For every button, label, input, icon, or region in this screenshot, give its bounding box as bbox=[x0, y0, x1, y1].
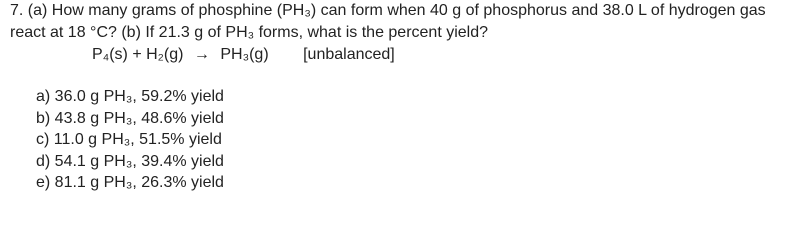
option-c: c) 11.0 g PH₃, 51.5% yield bbox=[36, 131, 222, 148]
plus-sign: + bbox=[132, 46, 142, 63]
option-a: a) 36.0 g PH₃, 59.2% yield bbox=[36, 88, 224, 105]
option-e: e) 81.1 g PH₃, 26.3% yield bbox=[36, 174, 224, 191]
product-phosphine: PH₃(g) bbox=[220, 46, 269, 63]
unbalanced-note: [unbalanced] bbox=[303, 46, 395, 63]
option-d: d) 54.1 g PH₃, 39.4% yield bbox=[36, 152, 224, 170]
question-line-1: 7. (a) How many grams of phosphine (PH₃) can form when 40 g of phosphorus and 38.0 L of hydrogen gas bbox=[10, 2, 766, 19]
reactant-hydrogen: H₂(g) bbox=[146, 46, 184, 63]
question-line-2: react at 18 °C? (b) If 21.3 g of PH₃ forms, what is the percent yield? bbox=[10, 24, 489, 41]
reactant-phosphorus: P₄(s) bbox=[92, 46, 128, 63]
reaction-arrow: → bbox=[193, 46, 210, 63]
question-text bbox=[10, 0, 810, 44]
option-b: b) 43.8 g PH₃, 48.6% yield bbox=[36, 109, 224, 127]
answer-options bbox=[36, 86, 224, 194]
chemical-equation bbox=[92, 44, 395, 66]
